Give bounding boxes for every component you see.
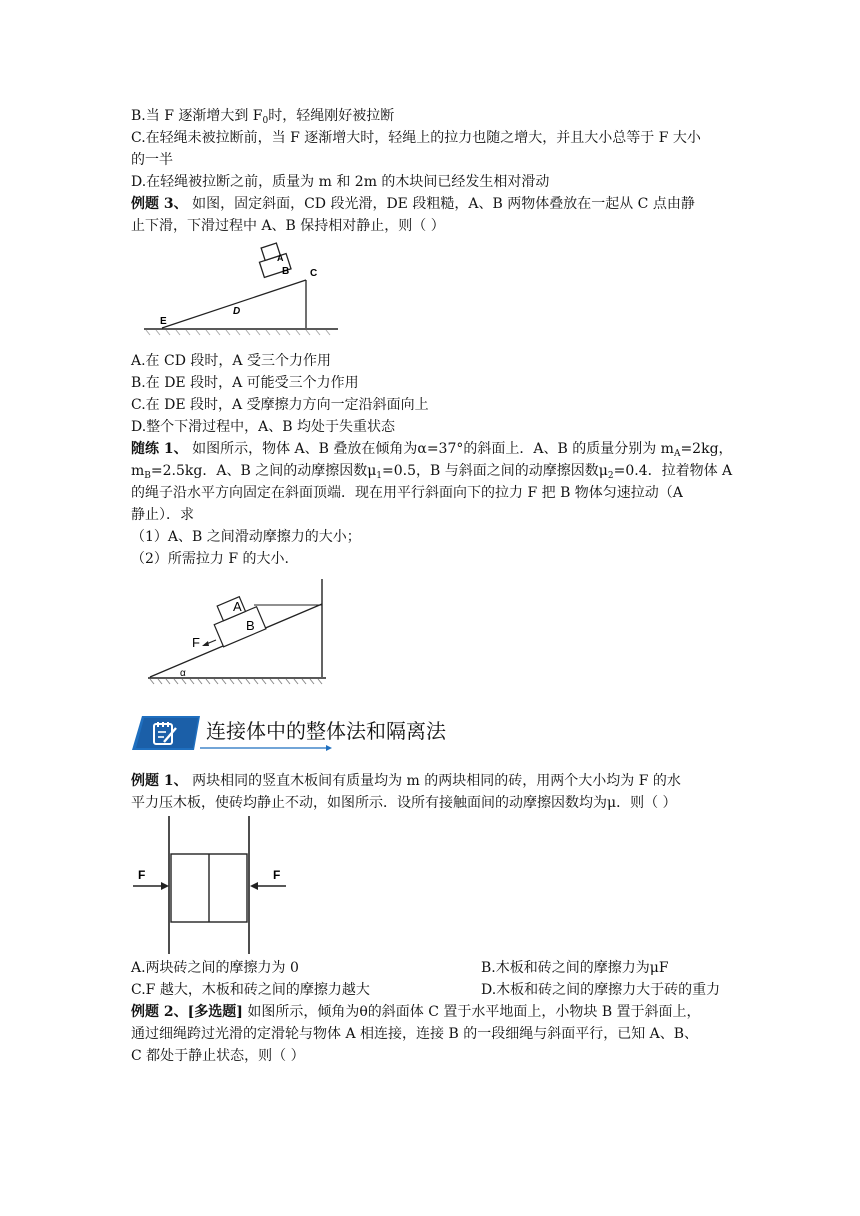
practice1-q2: （2）所需拉力 F 的大小. (131, 551, 289, 567)
label-c: C (310, 268, 318, 279)
example1-option-c: C.F 越大，木板和砖之间的摩擦力越大 (131, 982, 370, 998)
label-f-right: F (273, 868, 281, 882)
example3-question-cont: 止下滑，下滑过程中 A、B 保持相对静止，则（ ） (131, 218, 445, 234)
label-b: B (246, 618, 255, 633)
label-b: B (282, 266, 290, 277)
practice1-q1: （1）A、B 之间滑动摩擦力的大小； (131, 529, 361, 545)
example3-question: 例题 3、 如图，固定斜面，CD 段光滑，DE 段粗糙，A、B 两物体叠放在一起从 C 点由静 (131, 196, 695, 212)
example3-option-a: A.在 CD 段时，A 受三个力作用 (131, 353, 331, 369)
incline-figure-1 (140, 240, 350, 340)
example1-question: 例题 1、 两块相同的竖直木板间有质量均为 m 的两块相同的砖，用两个大小均为 F 的水 (131, 773, 681, 789)
label-f-left: F (138, 868, 146, 882)
example2-question-3: C 都处于静止状态，则（ ） (131, 1048, 305, 1064)
example1-option-d: D.木板和砖之间的摩擦力大于砖的重力 (481, 982, 721, 998)
practice1-question-3: 的绳子沿水平方向固定在斜面顶端．现在用平行斜面向下的拉力 F 把 B 物体匀速拉动（A (131, 485, 683, 501)
practice1-question-2: $m_B=2.5kg$．A、B 之间的动摩擦因数$\mu_1=0.5$，B 与斜面之间的动摩擦因数$\mu_2=0.4$．拉着物体 A (131, 463, 733, 481)
label-f: F (192, 635, 200, 650)
option-c-line: C.在轻绳未被拉断前，当 F 逐渐增大时，轻绳上的拉力也随之增大，并且大小总等于 F 大小 (131, 130, 701, 146)
label-e: E (160, 316, 167, 327)
example1-question-cont: 平力压木板，使砖均静止不动，如图所示．设所有接触面间的动摩擦因数均为μ．则（ ） (131, 795, 677, 811)
label-a: A (277, 253, 284, 263)
example2-question: 例题 2、[多选题] 如图所示，倾角为θ的斜面体 C 置于水平地面上，小物块 B 置于斜面上， (131, 1004, 701, 1020)
section-title: 连接体中的整体法和隔离法 (206, 719, 446, 743)
example3-option-d: D.整个下滑过程中，A、B 均处于失重状态 (131, 419, 396, 435)
label-alpha: α (180, 668, 186, 679)
example1-option-b: B.木板和砖之间的摩擦力为μF (481, 960, 669, 976)
example1-option-a: A.两块砖之间的摩擦力为 0 (131, 960, 299, 976)
label-d: D (233, 306, 241, 317)
option-d-line: D.在轻绳被拉断之前，质量为 m 和 2m 的木块间已经发生相对滑动 (131, 174, 550, 190)
brick-board-figure (131, 816, 291, 956)
example3-option-c: C.在 DE 段时，A 受摩擦力方向一定沿斜面向上 (131, 397, 429, 413)
label-a: A (233, 599, 242, 614)
practice1-question-4: 静止）．求 (131, 507, 194, 523)
example2-question-2: 通过细绳跨过光滑的定滑轮与物体 A 相连接，连接 B 的一段细绳与斜面平行，已知 A、B、 (131, 1026, 699, 1042)
practice1-question: 随练 1、 如图所示，物体 A、B 叠放在倾角为α=37°的斜面上．A、B 的质量分别为 $m_A=2kg$， (131, 441, 733, 459)
example3-option-b: B.在 DE 段时，A 可能受三个力作用 (131, 375, 359, 391)
notepad-icon (150, 718, 180, 748)
incline-figure-2 (146, 574, 334, 690)
option-c-line-cont: 的一半 (131, 152, 173, 168)
option-b-line: B.当 F 逐渐增大到 $F_0$时，轻绳刚好被拉断 (131, 108, 395, 126)
